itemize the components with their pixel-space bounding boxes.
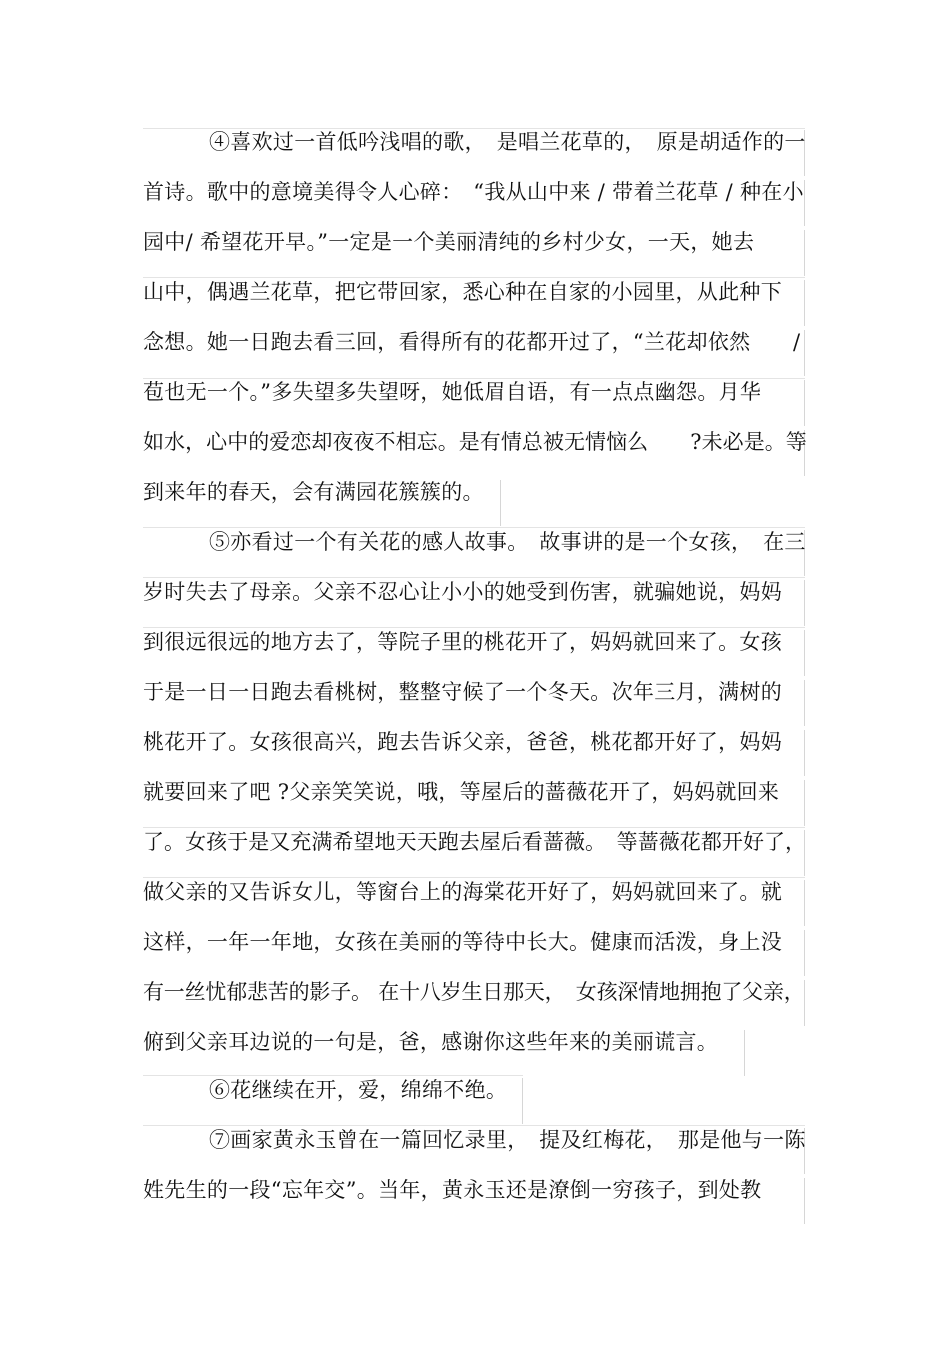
paragraph-line: 如水，心中的爱恋却夜夜不相忘。是有情总被无情恼么 ?未必是。等 <box>143 430 807 454</box>
paragraph-line: 到很远很远的地方去了，等院子里的桃花开了，妈妈就回来了。女孩 <box>143 630 782 654</box>
line-end-bar <box>804 1178 805 1224</box>
line-end-bar <box>804 730 805 776</box>
paragraph-line: 岁时失去了母亲。父亲不忍心让小小的她受到伤害，就骗她说，妈妈 <box>143 580 782 604</box>
paragraph-line: 做父亲的又告诉女儿，等窗台上的海棠花开好了，妈妈就回来了。就 <box>143 880 782 904</box>
paragraph-line: 于是一日一日跑去看桃树，整整守候了一个冬天。次年三月，满树的 <box>143 680 782 704</box>
paragraph-line: 姓先生的一段“忘年交”。当年，黄永玉还是潦倒一穷孩子，到处教 <box>143 1178 762 1202</box>
paragraph-line: 苞也无一个。”多失望多失望呀，她低眉自语，有一点点幽怨。月华 <box>143 380 762 404</box>
paragraph-line: 这样，一年一年地，女孩在美丽的等待中长大。健康而活泼，身上没 <box>143 930 782 954</box>
paragraph-line: ④喜欢过一首低吟浅唱的歌， 是唱兰花草的， 原是胡适作的一 <box>209 130 806 154</box>
paragraph-line: 桃花开了。女孩很高兴，跑去告诉父亲，爸爸，桃花都开好了，妈妈 <box>143 730 782 754</box>
paragraph-line: 俯到父亲耳边说的一句是，爸，感谢你这些年来的美丽谎言。 <box>143 1030 719 1054</box>
paragraph-line: 就要回来了吧 ?父亲笑笑说，哦，等屋后的蔷薇花开了，妈妈就回来 <box>143 780 780 804</box>
line-end-bar <box>804 880 805 926</box>
paragraph-line: 首诗。歌中的意境美得令人心碎： “我从山中来 / 带着兰花草 / 种在小 <box>143 180 804 204</box>
line-end-bar <box>804 680 805 726</box>
paragraph-line: ⑥花继续在开，爱，绵绵不绝。 <box>209 1078 508 1102</box>
paragraph-line: 山中，偶遇兰花草，把它带回家，悉心种在自家的小园里，从此种下 <box>143 280 782 304</box>
line-end-bar <box>804 280 805 326</box>
line-end-bar <box>804 180 805 226</box>
paragraph-line: 有一丝忧郁悲苦的影子。 在十八岁生日那天， 女孩深情地拥抱了父亲， <box>143 980 805 1004</box>
paragraph-line: ⑤亦看过一个有关花的感人故事。 故事讲的是一个女孩， 在三 <box>209 530 806 554</box>
line-end-bar <box>804 330 805 376</box>
line-end-bar <box>744 1030 745 1076</box>
paragraph-line: 了。女孩于是又充满希望地天天跑去屋后看蔷薇。 等蔷薇花都开好了， <box>143 830 807 854</box>
line-end-bar <box>804 230 805 276</box>
line-end-bar <box>804 580 805 626</box>
paragraph-line: ⑦画家黄永玉曾在一篇回忆录里， 提及红梅花， 那是他与一陈 <box>209 1128 806 1152</box>
line-end-bar <box>804 630 805 676</box>
paragraph-line: 念想。她一日跑去看三回，看得所有的花都开过了，“兰花却依然 / <box>143 330 801 354</box>
paragraph-line: 到来年的春天，会有满园花簇簇的。 <box>143 480 484 504</box>
paragraph-line: 园中/ 希望花开早。”一定是一个美丽清纯的乡村少女，一天，她去 <box>143 230 755 254</box>
